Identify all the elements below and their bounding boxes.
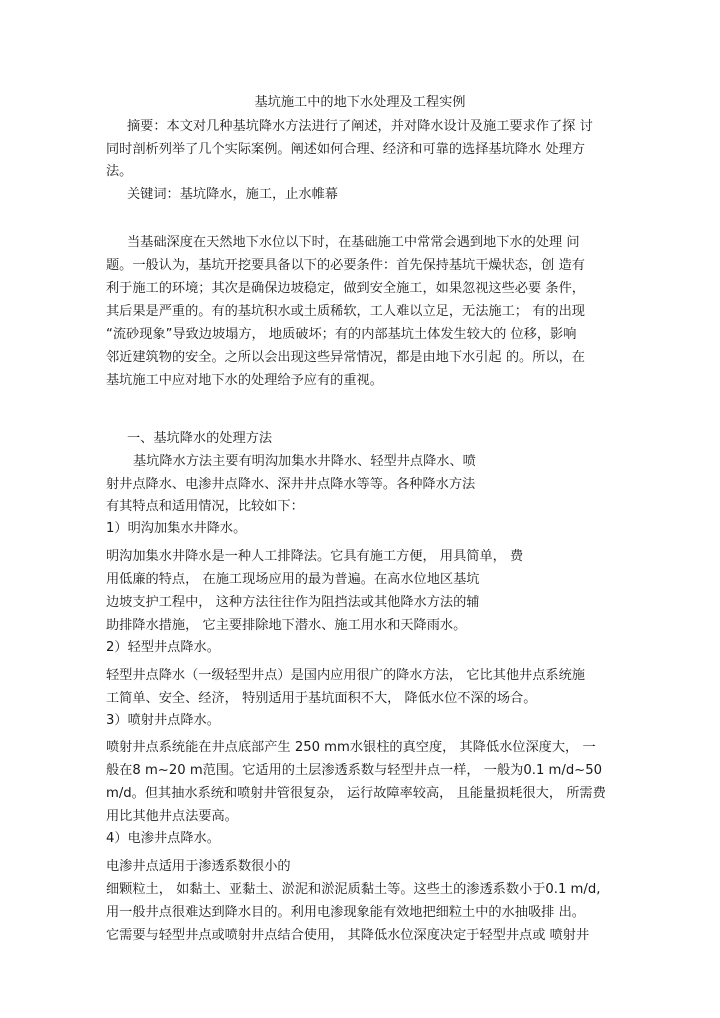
item-body-line: 工简单、安全、经济， 特别适用于基坑面积不大， 降低水位不深的场合。 — [106, 691, 537, 706]
intro-line: “流砂现象”导致边坡塌方， 地质破坏；有的内部基坑土体发生较大的 位移，影响 — [106, 327, 577, 342]
item-body-line: 用比其他井点法要高。 — [106, 809, 238, 824]
intro-line: 当基础深度在天然地下水位以下时，在基础施工中常常会遇到地下水的处理 问 — [127, 235, 580, 250]
item-body-line: 助排降水措施， 它主要排除地下潜水、施工用水和天降雨水。 — [106, 618, 467, 633]
abstract-line: 法。 — [106, 164, 133, 179]
intro-line: 基坑施工中应对地下水的处理给予应有的重视。 — [106, 373, 383, 388]
item-heading: 3）喷射井点降水。 — [106, 713, 220, 728]
item-body-line: m/d。但其抽水系统和喷射井管很复杂， 运行故障率较高， 且能量损耗很大， 所需费 — [106, 786, 606, 801]
document-title: 基坑施工中的地下水处理及工程实例 — [254, 95, 466, 110]
item-body-line: 它需要与轻型井点或喷射井点结合使用， 其降低水位深度决定于轻型井点或 喷射井 — [106, 928, 590, 943]
item-body-line: 轻型井点降水（一级轻型井点）是国内应用很广的降水方法， 它比其他井点系统施 — [106, 668, 585, 683]
item-body-line: 用一般井点很难达到降水目的。利用电渗现象能有效地把细粒土中的水抽吸排 出。 — [106, 905, 585, 920]
intro-line: 其后果是严重的。有的基坑积水或土质稀软，工人难以立足，无法施工； 有的出现 — [106, 304, 585, 319]
item-body-line: 边坡支护工程中， 这种方法往往作为阻挡法或其他降水方法的辅 — [106, 595, 480, 610]
section-intro-line: 有其特点和适用情况，比较如下： — [106, 499, 304, 514]
section-intro-line: 射井点降水、电渗井点降水、深井井点降水等等。各种降水方法 — [106, 477, 476, 492]
intro-line: 利于施工的环境；其次是确保边坡稳定，做到安全施工，如果忽视这些必要 条件， — [106, 281, 585, 296]
intro-line: 邻近建筑物的安全。之所以会出现这些异常情况，都是由地下水引起 的。所以，在 — [106, 350, 585, 365]
keywords: 关键词：基坑降水，施工，止水帷幕 — [127, 187, 338, 202]
abstract-line: 摘要：本文对几种基坑降水方法进行了阐述，并对降水设计及施工要求作了探 讨 — [127, 119, 593, 134]
item-heading: 1）明沟加集水井降水。 — [106, 521, 247, 536]
item-body-line: 喷射井点系统能在井点底部产生 250 mm水银柱的真空度， 其降低水位深度大， 一 — [106, 740, 596, 755]
item-body-line: 电渗井点适用于渗透系数很小的 — [106, 859, 291, 874]
item-heading: 2）轻型井点降水。 — [106, 640, 220, 655]
abstract-line: 同时剖析列举了几个实际案例。阐述如何合理、经济和可靠的选择基坑降水 处理方 — [106, 142, 585, 157]
section-intro-line: 基坑降水方法主要有明沟加集水井降水、轻型井点降水、喷 — [133, 454, 476, 469]
item-body-line: 般在8 m~20 m范围。它适用的土层渗透系数与轻型井点一样， 一般为0.1 m/d~50 — [106, 763, 603, 778]
item-body-line: 细颗粒土， 如黏土、亚黏土、淤泥和淤泥质黏土等。这些土的渗透系数小于0.1 m/d, — [106, 882, 601, 897]
intro-line: 题。一般认为，基坑开挖要具备以下的必要条件：首先保持基坑干燥状态，创 造有 — [106, 258, 585, 273]
item-body-line: 明沟加集水井降水是一种人工排降法。它具有施工方便， 用具简单， 费 — [106, 549, 524, 564]
item-body-line: 用低廉的特点， 在施工现场应用的最为普遍。在高水位地区基坑 — [106, 572, 480, 587]
section-heading: 一、基坑降水的处理方法 — [127, 431, 273, 446]
item-heading: 4）电渗井点降水。 — [106, 831, 220, 846]
